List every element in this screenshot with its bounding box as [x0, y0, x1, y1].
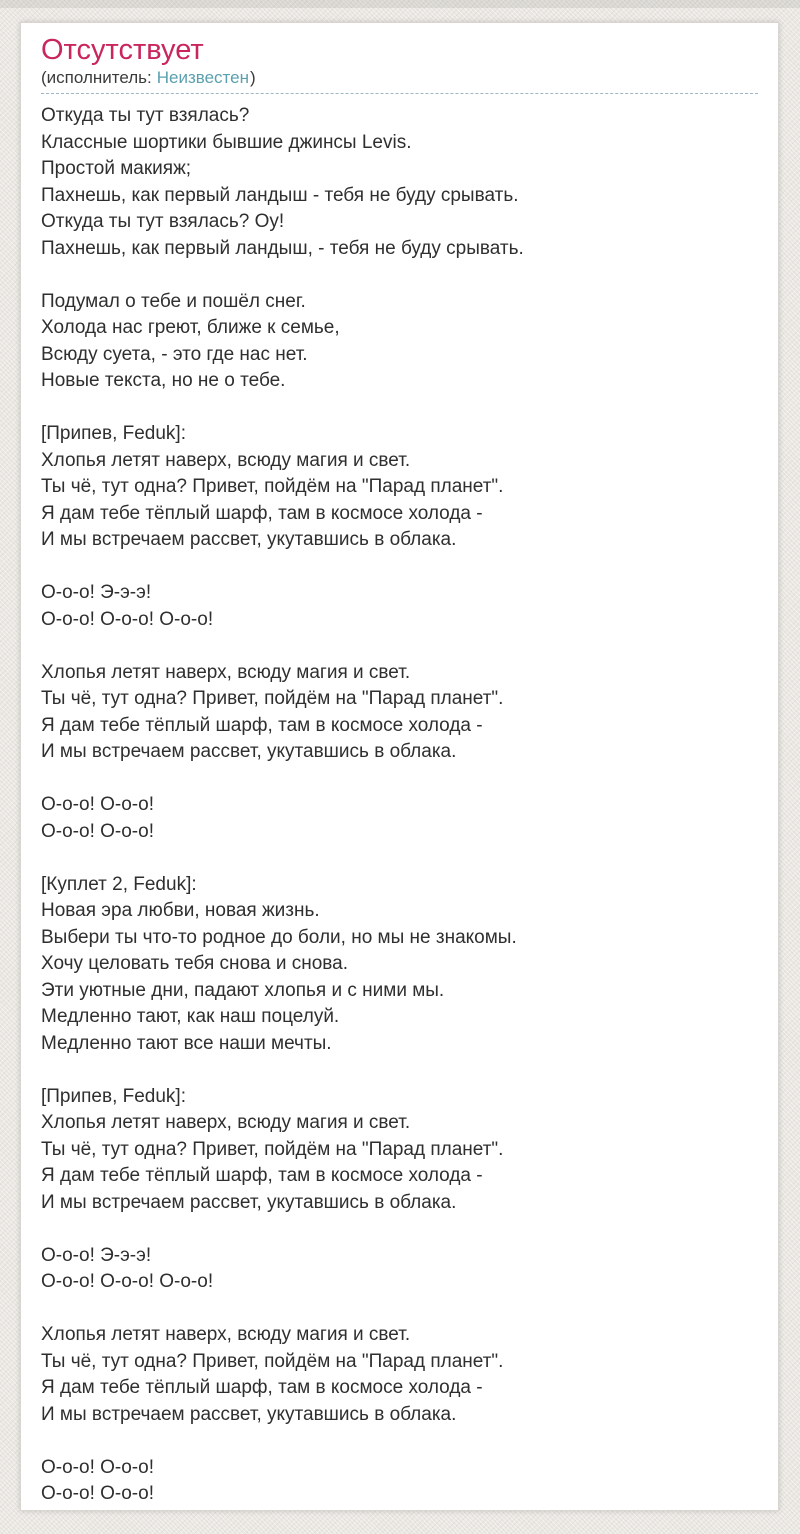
- lyric-line: Эти уютные дни, падают хлопья и с ними мы.: [41, 979, 445, 1001]
- lyric-line: Холода нас греют, ближе к семье,: [41, 317, 340, 338]
- page-top-shade: [0, 0, 800, 8]
- lyric-line: Новые текста, но не о тебе.: [41, 370, 286, 391]
- lyric-line: О-о-о! Э-э-э!: [41, 1244, 152, 1266]
- lyric-line: [41, 1216, 758, 1243]
- lyric-line: Всюду суета, - это где нас нет.: [41, 343, 308, 365]
- lyric-line: Новая эра любви, новая жизнь.: [41, 900, 320, 921]
- lyric-line: О-о-о! О-о-о!: [41, 1483, 154, 1504]
- lyric-line: Хлопья летят наверх, всюду магия и свет.: [41, 1324, 411, 1345]
- lyric-line: Ты чё, тут одна? Привет, пойдём на "Парад планет".: [41, 688, 504, 709]
- lyric-line: И мы встречаем рассвет, укутавшись в облака.: [41, 1191, 457, 1213]
- lyric-line: Я дам тебе тёплый шарф, там в космосе холода -: [41, 1377, 483, 1398]
- lyric-line: Откуда ты тут взялась? Оу!: [41, 211, 285, 232]
- artist-label-prefix: (исполнитель:: [41, 68, 152, 87]
- lyric-line: О-о-о! О-о-о!: [41, 1456, 154, 1478]
- lyric-line: Классные шортики бывшие джинсы Levis.: [41, 131, 412, 153]
- lyric-line: Хлопья летят наверх, всюду магия и свет.: [41, 449, 411, 471]
- lyric-line: [41, 766, 758, 793]
- lyric-line: О-о-о! О-о-о!: [41, 820, 154, 842]
- lyric-line: Я дам тебе тёплый шарф, там в космосе холода -: [41, 714, 483, 736]
- lyric-line: Я дам тебе тёплый шарф, там в космосе холода -: [41, 1165, 483, 1186]
- lyric-line: Медленно тают все наши мечты.: [41, 1032, 332, 1054]
- lyric-line: Подумал о тебе и пошёл снег.: [41, 290, 306, 312]
- lyric-line: [41, 1428, 758, 1455]
- lyric-line: Хлопья летят наверх, всюду магия и свет.: [41, 661, 411, 683]
- lyric-line: Хлопья летят наверх, всюду магия и свет.: [41, 1112, 411, 1133]
- lyric-line: Медленно тают, как наш поцелуй.: [41, 1006, 340, 1027]
- lyrics-card: [20, 22, 779, 1511]
- lyric-line: Я дам тебе тёплый шарф, там в космосе холода -: [41, 502, 483, 524]
- lyric-line: Ты чё, тут одна? Привет, пойдём на "Парад планет".: [41, 476, 504, 497]
- lyric-line: О-о-о! Э-э-э!: [41, 582, 152, 603]
- artist-link[interactable]: Неизвестен: [156, 68, 249, 87]
- lyric-line: Пахнешь, как первый ландыш - тебя не буду срывать.: [41, 184, 519, 206]
- lyric-line: О-о-о! О-о-о! О-о-о!: [41, 1271, 214, 1292]
- lyric-line: Ты чё, тут одна? Привет, пойдём на "Парад планет".: [41, 1138, 504, 1160]
- lyric-line: И мы встречаем рассвет, укутавшись в облака.: [41, 1403, 457, 1425]
- lyric-line: [Припев, Feduk]:: [41, 1085, 186, 1107]
- lyric-line: Пахнешь, как первый ландыш, - тебя не буду срывать.: [41, 237, 524, 259]
- song-title-link[interactable]: Отсутствует: [41, 34, 204, 66]
- lyric-line: [Припев, Feduk]:: [41, 423, 186, 444]
- lyric-line: [41, 1057, 758, 1084]
- lyric-line: [41, 633, 758, 660]
- artist-label-suffix: ): [250, 68, 256, 87]
- lyric-line: Хочу целовать тебя снова и снова.: [41, 953, 349, 974]
- lyric-line: Откуда ты тут взялась?: [41, 105, 250, 126]
- lyric-line: И мы встречаем рассвет, укутавшись в облака.: [41, 741, 457, 762]
- lyric-line: О-о-о! О-о-о! О-о-о!: [41, 608, 214, 630]
- lyric-line: Простой макияж;: [41, 158, 192, 179]
- lyric-line: [41, 395, 758, 422]
- lyric-line: [Куплет 2, Feduk]:: [41, 873, 197, 895]
- lyric-line: И мы встречаем рассвет, укутавшись в облака.: [41, 529, 457, 550]
- lyric-line: [41, 262, 758, 289]
- lyric-line: О-о-о! О-о-о!: [41, 794, 154, 815]
- lyrics-text: [41, 103, 758, 1508]
- lyric-line: [41, 554, 758, 581]
- lyric-line: Ты чё, тут одна? Привет, пойдём на "Парад планет".: [41, 1350, 504, 1372]
- lyric-line: Выбери ты что-то родное до боли, но мы не знакомы.: [41, 926, 517, 948]
- artist-line: [41, 67, 758, 94]
- lyric-line: [41, 845, 758, 872]
- lyric-line: [41, 1296, 758, 1323]
